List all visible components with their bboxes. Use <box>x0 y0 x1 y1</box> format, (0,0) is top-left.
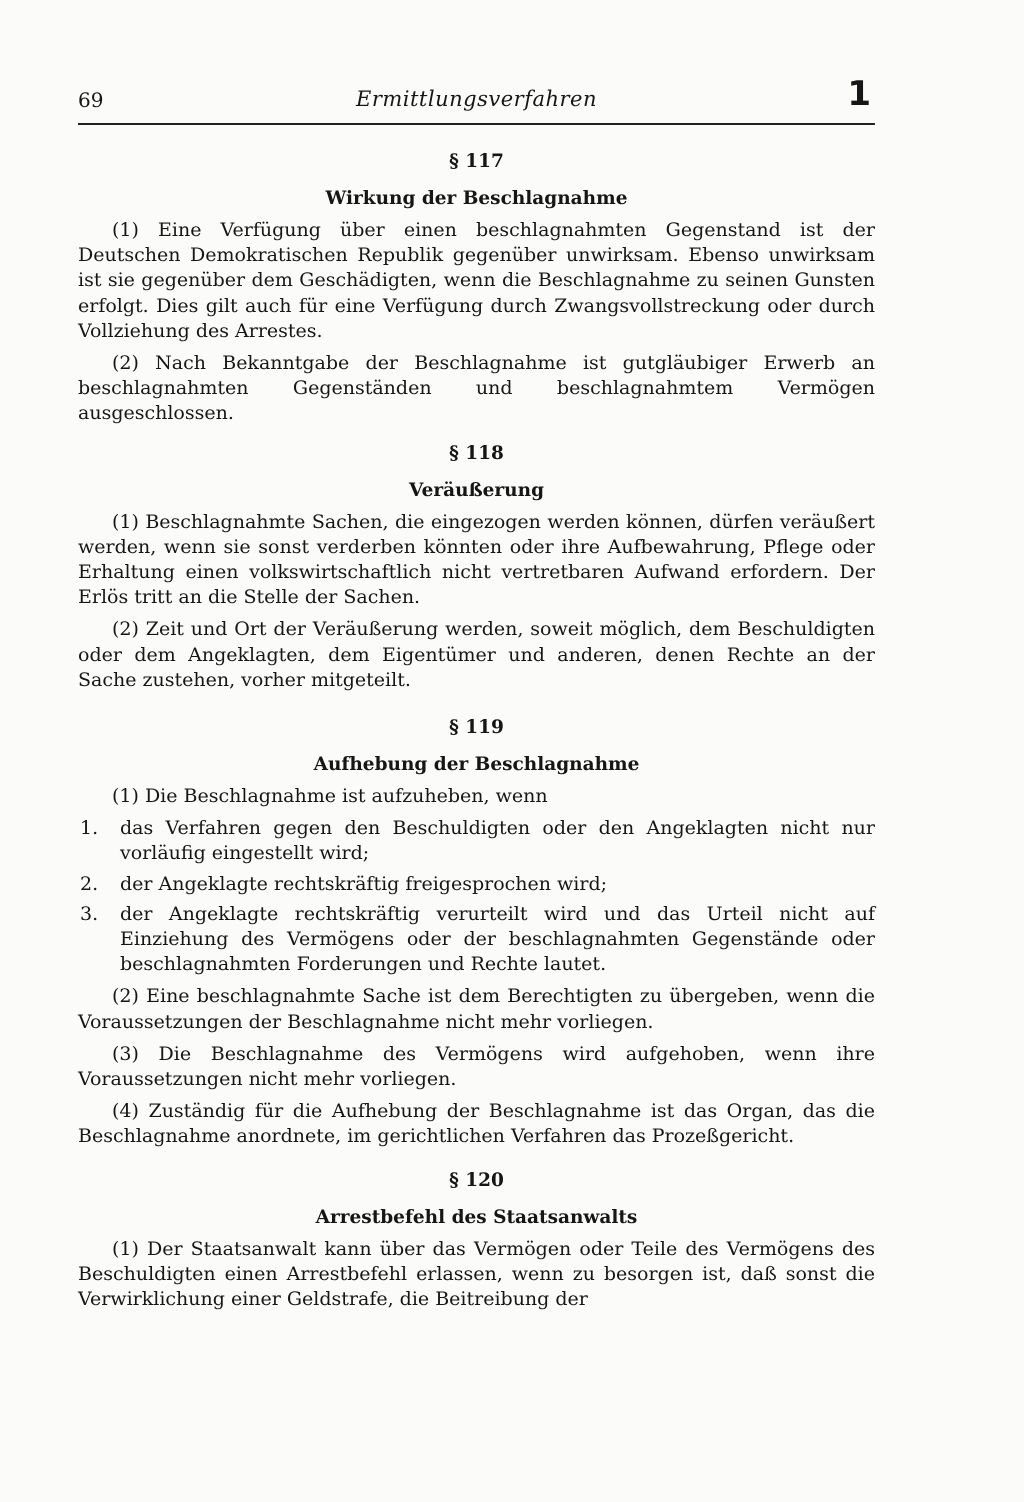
section-number: § 120 <box>449 1169 504 1191</box>
paragraph: (2) Zeit und Ort der Veräußerung werden, soweit möglich, dem Beschuldigten oder dem Angeklagten, dem Eigentümer und anderen, denen Rechte an der Sache zustehen, vorher mitgeteilt. <box>78 618 875 691</box>
list-text: der Angeklagte rechtskräftig freigesprochen wird; <box>120 872 608 895</box>
section-117 <box>78 148 875 427</box>
paragraph: (2) Eine beschlagnahmte Sache ist dem Berechtigten zu übergeben, wenn die Voraussetzungen der Beschlagnahme nicht mehr vorliegen. <box>78 985 875 1033</box>
page-body <box>78 148 875 1319</box>
paragraph: (1) Die Beschlagnahme ist aufzuheben, wenn <box>112 785 548 808</box>
paragraph: (4) Zuständig für die Aufhebung der Beschlagnahme ist das Organ, das die Beschlagnahme anordnete, im gerichtlichen Verfahren das Prozeßgericht. <box>78 1100 875 1148</box>
list-text: das Verfahren gegen den Beschuldigten oder den Angeklagten nicht nur vorläufig eingestellt wird; <box>120 817 875 865</box>
paragraph: (1) Beschlagnahmte Sachen, die eingezogen werden können, dürfen veräußert werden, wenn sie sonst verderben könnten oder ihre Aufbewahrung, Pflege oder Erhaltung einen volkswirtschaftlich nicht vertretbaren Aufwand erfordern. Der Erlös tritt an die Stelle der Sachen. <box>78 510 875 609</box>
list-item <box>78 816 875 866</box>
list-text: der Angeklagte rechtskräftig verurteilt wird und das Urteil nicht auf Einziehung des Vermögens oder der beschlagnahmten Gegenstände oder beschlagnahmten Forderungen und Rechte lautet. <box>120 902 875 976</box>
list-number: 2. <box>80 872 99 895</box>
section-title: Aufhebung der Beschlagnahme <box>313 754 640 776</box>
paragraph: (1) Eine Verfügung über einen beschlagnahmten Gegenstand ist der Deutschen Demokratischen Republik gegenüber unwirksam. Ebenso unwirksam ist sie gegenüber dem Geschädigten, wenn die Beschlagnahme zu seinen Gunsten erfolgt. Dies gilt auch für eine Verfügung durch Zwangsvollstreckung oder durch Vollziehung des Arrestes. <box>78 219 875 342</box>
paragraph: (2) Nach Bekanntgabe der Beschlagnahme ist gutgläubiger Erwerb an beschlagnahmten Gegenständen und beschlagnahmtem Vermögen ausgeschlossen. <box>78 352 875 425</box>
condition-list <box>78 816 875 977</box>
list-item <box>78 902 875 978</box>
header-rule <box>78 123 875 125</box>
section-title: Arrestbefehl des Staatsanwalts <box>315 1206 638 1228</box>
page-number: 69 <box>78 88 104 112</box>
section-number: § 118 <box>449 442 504 464</box>
section-118 <box>78 440 875 693</box>
section-number: § 117 <box>449 151 504 172</box>
list-number: 1. <box>80 817 99 840</box>
chapter-number: 1 <box>847 74 871 114</box>
list-number: 3. <box>80 902 99 925</box>
section-title: Veräußerung <box>408 479 545 501</box>
list-item <box>78 872 875 897</box>
section-119 <box>78 714 875 1150</box>
running-header <box>78 74 875 124</box>
running-title: Ermittlungsverfahren <box>356 87 597 111</box>
section-title: Wirkung der Beschlagnahme <box>325 188 628 209</box>
section-120 <box>78 1167 875 1313</box>
paragraph: (3) Die Beschlagnahme des Vermögens wird aufgehoben, wenn ihre Voraussetzungen nicht mehr vorliegen. <box>78 1042 875 1091</box>
paragraph: (1) Der Staatsanwalt kann über das Vermögen oder Teile des Vermögens des Beschuldigten einen Arrestbefehl erlassen, wenn zu besorgen ist, daß sonst die Verwirklichung einer Geldstrafe, die Beitreibung der <box>78 1237 875 1311</box>
section-number: § 119 <box>449 717 504 739</box>
